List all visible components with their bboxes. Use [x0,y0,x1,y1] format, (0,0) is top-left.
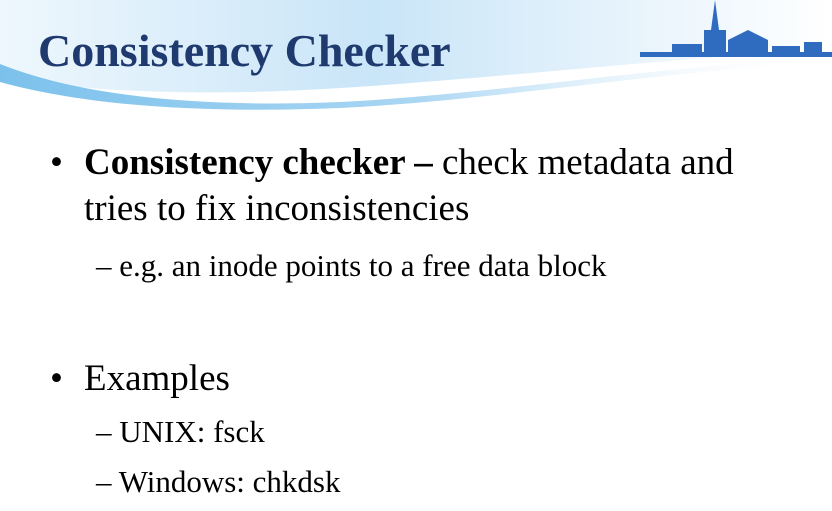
sub-bullet-example: – e.g. an inode points to a free data block [96,248,607,283]
bullet-text-line2: tries to fix inconsistencies [84,188,470,229]
bullet-bold-term: Consistency checker – [84,142,433,183]
bullet-consistency-checker [50,140,820,232]
sub-bullet-unix: – UNIX: fsck [96,414,265,449]
sub-bullet-windows: – Windows: chkdsk [96,464,341,499]
bullet-dot: • [50,142,63,183]
bullet-definition: check metadata and [432,142,734,183]
slide-title: Consistency Checker [38,25,451,76]
bullet-text-line1 [84,140,734,186]
bullet-examples [50,356,450,402]
bullet-dot: • [50,358,63,399]
bullet-text-examples: Examples [84,358,230,399]
